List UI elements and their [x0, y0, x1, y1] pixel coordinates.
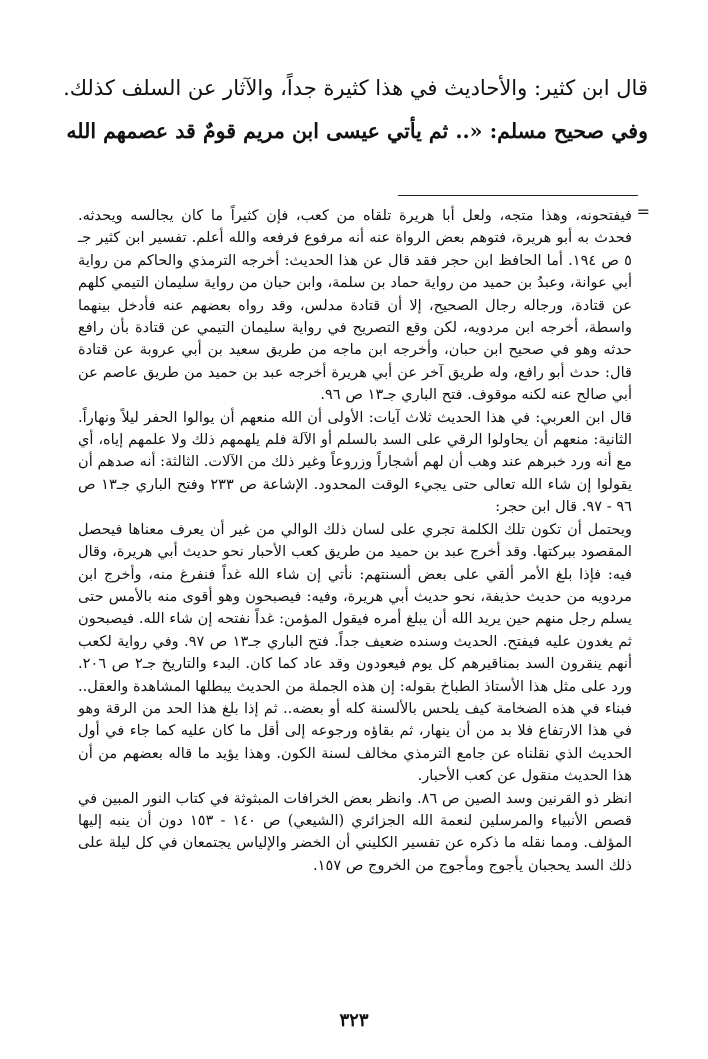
footnote-paragraph: فيفتحونه، وهذا متجه، ولعل أبا هريرة تلقاه من كعب، فإن كثيراً ما كان يجالسه ويحدثه. فحدث به أبو هريرة، فتوهم بعض الرواة عنه أنه مرفوع فرفعه والله أعلم. تفسير ابن كثير جـ ٥ ص ١٩٤. أما الحافظ ابن حجر فقد قال عن هذا الحديث: أخرجه الترمذي والحاكم من رواية أبي عوانة، وعبدُ بن حميد من رواية حماد بن سلمة، وابن حبان من رواية سليمان التيمي كلهم عن قتادة، ورجاله رجال الصحيح، إلا أن قتادة مدلس، وقد رواه بعضهم عنه فأدخل بينهما واسطة، أخرجه ابن مردويه، لكن وقع التصريح في رواية سليمان التيمي عن قتادة بأن رافع حدثه وهو في صحيح ابن حبان، وأخرجه ابن ماجه من طريق سعيد بن أبي عروبة عن قتادة قال: حدث أبو رافع، وله طريق آخر عن أبي هريرة أخرجه عبد بن حميد من طريق عاصم عن أبي صالح عنه لكنه موقوف. فتح الباري جـ١٣ ص ٩٦.	[78, 207, 632, 404]
footnote-continuation-marker: =	[636, 202, 650, 221]
footnote-paragraph: ويحتمل أن تكون تلك الكلمة تجري على لسان ذلك الوالي من غير أن يعرف معناها فيحصل المقصود ببركتها. وقد أخرج عبد بن حميد من طريق كعب الأحبار نحو حديث أبي هريرة، وقال فيه: فإذا بلغ الأمر ألقي على بعض ألسنتهم: نأتي إن شاء الله غداً فنفرغ منه، وأخرج ابن مردويه من حديث حذيفة، نحو حديث أبي هريرة، وفيه: فيصبحون وهو أقوى منه بالأمس حتى يسلم رجل منهم حين يريد الله أن يبلغ أمره فيقول المؤمن: غداً نفتحه إن شاء الله. فيصبحون ثم يغدون عليه فيفتح. الحديث وسنده ضعيف جداً. فتح الباري جـ١٣ ص ٩٧. وفي رواية لكعب أنهم ينقرون السد بمناقيرهم كل يوم فيعودون وقد عاد كما كان. البدء والتاريخ جـ٢ ص ٢٠٦. ورد على مثل هذا الأستاذ الطباخ بقوله: إن هذه الجملة من الحديث يبطلها المشاهدة والعقل.. فبناء في هذه الضخامة كيف يلحس بالألسنة كله أو بعضه.. ثم إذا بلغ هذا الحد من الرقة وهو في هذا الارتفاع فلا بد من أن ينهار، ثم بقاؤه ورجوعه إلى أقل ما كان عليه كما جاء في أول الحديث الذي نقلناه عن جامع الترمذي مخالف لسنة الكون. وهذا يؤيد ما قاله بعضهم من أن هذا الحديث منقول عن كعب الأحبار.	[78, 520, 633, 785]
footnotes	[78, 205, 632, 877]
footnote-paragraph: قال ابن العربي: في هذا الحديث ثلاث آيات: الأولى أن الله منعهم أن يوالوا الحفر ليلاً ونهاراً. الثانية: منعهم أن يحاولوا الرقي على السد بالسلم أو الآلة فلم يلهمهم ذلك ولا علمهم إياه، أي مع أنه ورد خبرهم عند وهب أن لهم أشجاراً وزروعاً وغير ذلك من الآلات. الثالثة: أنه صدهم أن يقولوا إن شاء الله تعالى حتى يجيء الوقت المحدود. الإشاعة ص ٢٣٣ وفتح الباري جـ١٣ ص ٩٦ - ٩٧. قال ابن حجر:	[78, 408, 632, 516]
quote-ibn-kathir: قال ابن كثير: والأحاديث في هذا كثيرة جداً، والآثار عن السلف كذلك.	[63, 76, 648, 100]
quote-sahih-muslim: وفي صحيح مسلم: «.. ثم يأتي عيسى ابن مريم قومٌ قد عصمهم الله	[66, 119, 648, 143]
page-number: ٣٢٣	[339, 1010, 369, 1031]
footnote-separator	[398, 195, 638, 196]
main-text	[62, 70, 648, 150]
footnote-paragraph: انظر ذو القرنين وسد الصين ص ٨٦. وانظر بعض الخرافات المبثوثة في كتاب النور المبين في قصص الأنبياء والمرسلين لنعمة الله الجزائري (الشيعي) ص ١٤٠ - ١٥٣ دون أن ينبه إليها المؤلف. ومما نقله ما ذكره عن تفسير الكليني أن الخضر والإلياس يجتمعان في كل ليلة على ذلك السد يحجبان يأجوج ومأجوج من الخروج ص ١٥٧.	[78, 789, 632, 874]
